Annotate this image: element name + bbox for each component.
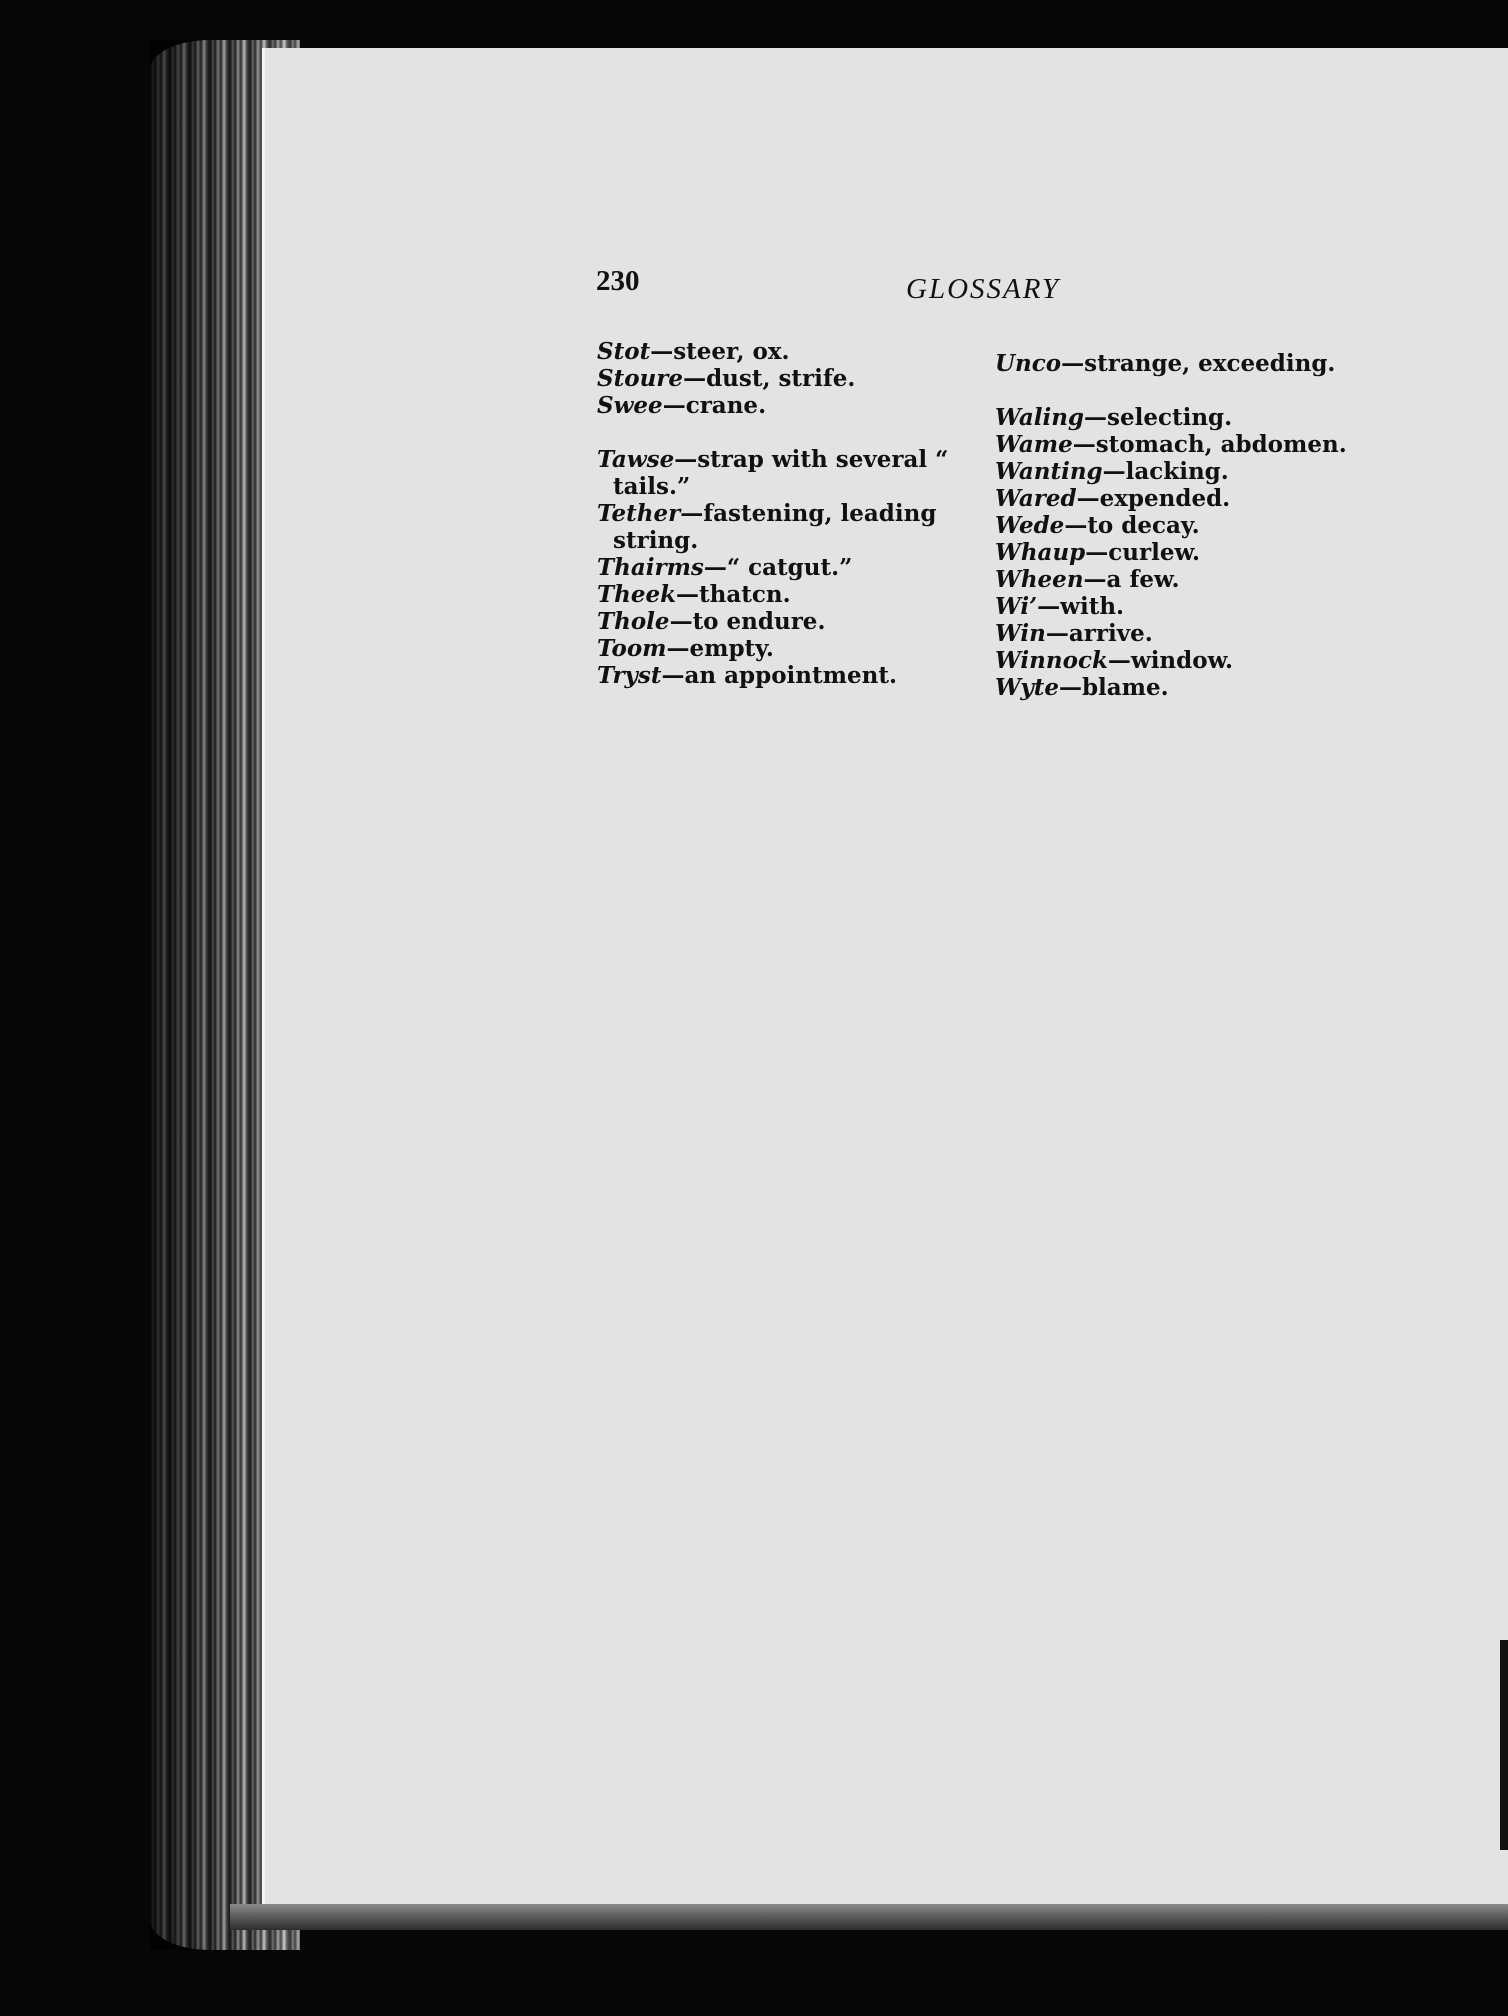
glossary-entry: [597, 338, 967, 365]
glossary-entry: [995, 647, 1375, 674]
glossary-entry: [597, 392, 967, 419]
glossary-entry: [995, 350, 1375, 377]
headword: Stoure: [597, 365, 684, 392]
definition: —lacking.: [1102, 458, 1229, 485]
page-number: 230: [596, 265, 640, 297]
headword: Wanting: [995, 458, 1103, 485]
running-head: GLOSSARY: [906, 273, 1061, 305]
definition: —blame.: [1058, 674, 1169, 701]
headword: Wi’: [995, 593, 1038, 620]
glossary-column-left: [597, 338, 967, 689]
definition: —thatcn.: [676, 581, 791, 608]
glossary-entry: [597, 500, 967, 554]
headword: Thairms: [597, 554, 704, 581]
glossary-entry: [995, 593, 1375, 620]
headword: Wede: [995, 512, 1065, 539]
headword: Theek: [597, 581, 677, 608]
glossary-entry: [995, 458, 1375, 485]
headword: Wheen: [995, 566, 1084, 593]
definition: —strange, exceeding.: [1061, 350, 1336, 377]
definition: —crane.: [662, 392, 767, 419]
definition: —fastening, leading string.: [613, 500, 937, 554]
glossary-entry: [995, 485, 1375, 512]
glossary-entry: [995, 512, 1375, 539]
definition: —stomach, abdomen.: [1072, 431, 1347, 458]
glossary-entry: [597, 554, 967, 581]
page-bottom-edge: [230, 1904, 1508, 1930]
page-header: [596, 265, 1376, 313]
glossary-entry: [995, 620, 1375, 647]
headword: Wared: [995, 485, 1077, 512]
glossary-column-right: [995, 350, 1375, 701]
headword: Whaup: [995, 539, 1086, 566]
section-gap: [995, 377, 1375, 404]
headword: Swee: [597, 392, 663, 419]
headword: Tawse: [597, 446, 675, 473]
glossary-entry: [597, 446, 967, 500]
headword: Waling: [995, 404, 1085, 431]
definition: —“ catgut.”: [703, 554, 853, 581]
definition: —curlew.: [1085, 539, 1200, 566]
glossary-entry: [597, 608, 967, 635]
glossary-entry: [995, 539, 1375, 566]
headword: Thole: [597, 608, 670, 635]
definition: —window.: [1107, 647, 1234, 674]
headword: Unco: [995, 350, 1062, 377]
headword: Win: [995, 620, 1046, 647]
definition: —strap with several “ tails.”: [613, 446, 949, 500]
definition: —to decay.: [1064, 512, 1200, 539]
definition: —to endure.: [669, 608, 826, 635]
definition: —selecting.: [1084, 404, 1233, 431]
definition: —arrive.: [1045, 620, 1153, 647]
headword: Winnock: [995, 647, 1108, 674]
glossary-entry: [597, 581, 967, 608]
glossary-entry: [995, 674, 1375, 701]
scan-edge-mark: [1500, 1640, 1508, 1850]
headword: Wame: [995, 431, 1073, 458]
definition: —with.: [1037, 593, 1125, 620]
headword: Wyte: [995, 674, 1059, 701]
definition: —steer, ox.: [650, 338, 790, 365]
definition: —expended.: [1076, 485, 1231, 512]
section-gap: [597, 419, 967, 446]
glossary-entry: [597, 365, 967, 392]
headword: Stot: [597, 338, 651, 365]
definition: —empty.: [666, 635, 774, 662]
glossary-entry: [597, 635, 967, 662]
definition: —a few.: [1083, 566, 1180, 593]
glossary-entry: [995, 404, 1375, 431]
glossary-entry: [995, 566, 1375, 593]
definition: —an appointment.: [661, 662, 897, 689]
glossary-entry: [995, 431, 1375, 458]
definition: —dust, strife.: [683, 365, 856, 392]
page-sheet: [262, 48, 1508, 1918]
headword: Tether: [597, 500, 681, 527]
headword: Toom: [597, 635, 667, 662]
glossary-entry: [597, 662, 967, 689]
headword: Tryst: [597, 662, 662, 689]
